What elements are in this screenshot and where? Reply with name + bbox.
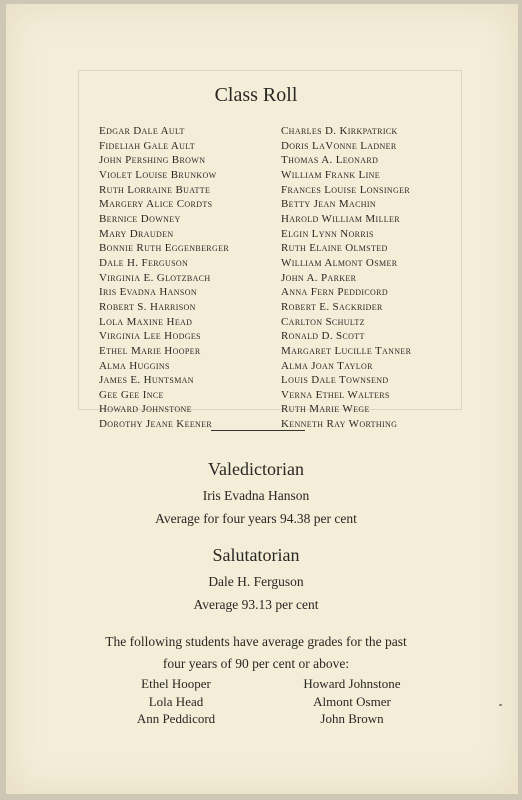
- honor-student: Howard Johnstone: [303, 676, 401, 691]
- roster-name: Louis Dale Townsend: [281, 374, 389, 387]
- roster-name: Dale H. Ferguson: [99, 256, 189, 269]
- roster-name: Ronald D. Scott: [281, 330, 365, 343]
- roster-name: Doris LaVonne Ladner: [281, 139, 397, 152]
- roster-name: Virginia Lee Hodges: [99, 330, 201, 343]
- salutatorian-title: Salutatorian: [212, 545, 300, 565]
- roster-name: Ethel Marie Hooper: [99, 344, 201, 357]
- salutatorian-average: Average 93.13 per cent: [193, 597, 319, 612]
- honors-note-line1: The following students have average grades for the past: [105, 634, 407, 649]
- roster-name: Lola Maxine Head: [99, 315, 193, 328]
- roster-name: William Almont Osmer: [281, 256, 398, 269]
- roster-name: Iris Evadna Hanson: [99, 286, 197, 299]
- roster-name: Harold William Miller: [281, 212, 400, 225]
- roster-name: Edgar Dale Ault: [99, 125, 185, 137]
- roster-name: Bernice Downey: [99, 212, 181, 225]
- paper-speck: [499, 704, 502, 706]
- roster-name: Violet Louise Brunkow: [99, 168, 217, 181]
- class-roll-left-column: [99, 124, 229, 432]
- class-roll-right-column: [281, 124, 411, 432]
- roster-name: Bonnie Ruth Eggenberger: [99, 242, 230, 255]
- roster-name: Ruth Elaine Olmsted: [281, 242, 388, 255]
- honor-student: Ann Peddicord: [136, 711, 216, 726]
- roster-name: Howard Johnstone: [99, 403, 192, 416]
- roster-name: Robert E. Sackrider: [281, 300, 383, 313]
- roster-name: William Frank Line: [281, 168, 381, 181]
- section-divider: [211, 430, 305, 431]
- honor-student: Lola Head: [148, 693, 204, 709]
- honor-student: John Brown: [320, 711, 384, 726]
- roster-name: Betty Jean Machin: [281, 198, 377, 211]
- roster-name: Fideliah Gale Ault: [99, 139, 195, 152]
- honor-student: Almont Osmer: [313, 693, 391, 709]
- roster-name: Ruth Marie Wege: [281, 403, 370, 416]
- roster-name: Frances Louise Lonsinger: [281, 183, 411, 196]
- roster-name: Thomas A. Leonard: [281, 154, 379, 167]
- roster-name: John A. Parker: [281, 271, 357, 284]
- roster-name: Virginia E. Glotzbach: [99, 271, 211, 284]
- honor-student: Ethel Hooper: [141, 676, 211, 691]
- roster-name: Mary Drauden: [99, 227, 174, 240]
- roster-name: Charles D. Kirkpatrick: [281, 125, 398, 137]
- roster-name: James E. Huntsman: [99, 374, 194, 387]
- salutatorian-name: Dale H. Ferguson: [208, 574, 304, 589]
- roster-name: Ruth Lorraine Buatte: [99, 183, 211, 196]
- roster-name: Robert S. Harrison: [99, 300, 196, 313]
- roster-name: Kenneth Ray Worthing: [281, 418, 398, 431]
- roster-name: Elgin Lynn Norris: [281, 227, 374, 240]
- roster-name: Alma Joan Taylor: [281, 359, 373, 372]
- roster-name: Gee Gee Ince: [99, 388, 164, 401]
- class-roll-title: Class Roll: [214, 84, 298, 106]
- roster-name: Margaret Lucille Tanner: [281, 344, 412, 357]
- honors-right-column: [262, 675, 442, 728]
- honors-note-line2: four years of 90 per cent or above:: [162, 656, 350, 671]
- valedictorian-average: Average for four years 94.38 per cent: [155, 511, 357, 526]
- roster-name: Dorothy Jeane Keener: [99, 418, 213, 431]
- roster-name: Carlton Schultz: [281, 315, 365, 328]
- roster-name: Alma Huggins: [99, 359, 170, 372]
- honors-left-column: [86, 675, 266, 728]
- roster-name: Margery Alice Cordts: [99, 198, 213, 211]
- valedictorian-name: Iris Evadna Hanson: [202, 488, 310, 503]
- roster-name: Anna Fern Peddicord: [281, 286, 388, 299]
- valedictorian-title: Valedictorian: [208, 459, 304, 479]
- roster-name: Verna Ethel Walters: [281, 388, 390, 401]
- roster-name: John Pershing Brown: [99, 154, 206, 167]
